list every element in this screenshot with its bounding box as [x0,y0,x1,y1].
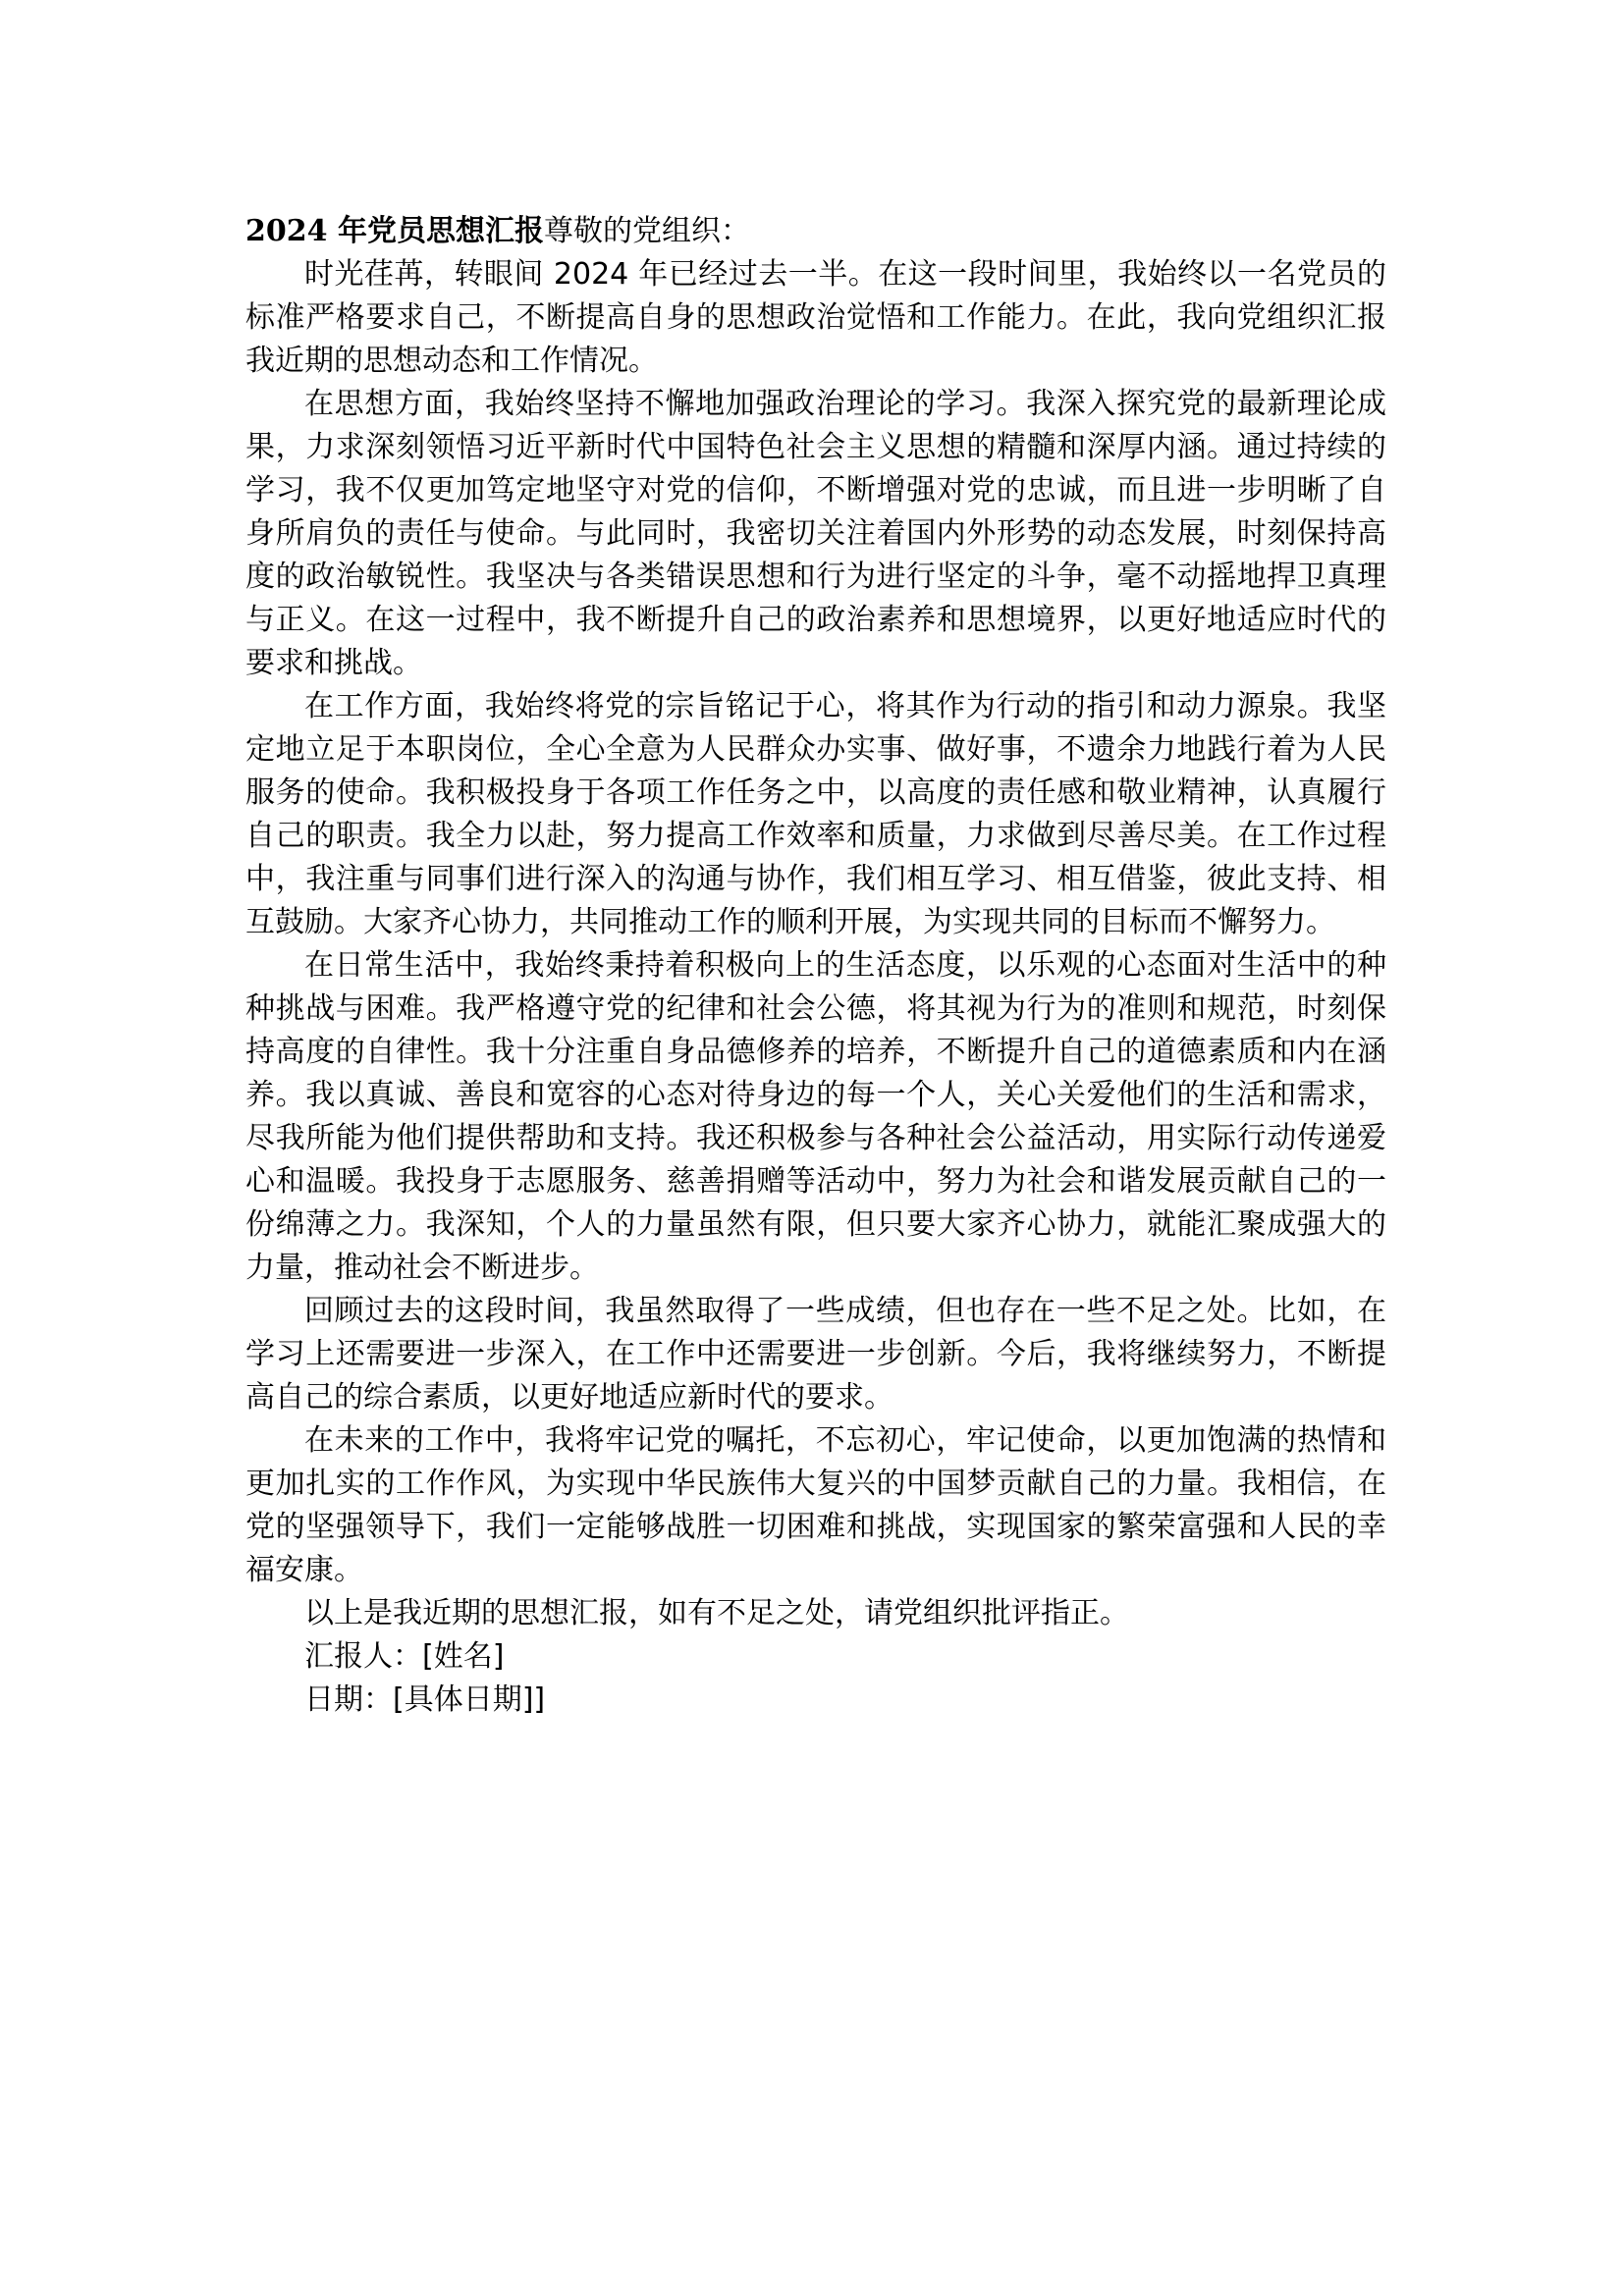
reporter-line: 汇报人：[姓名] [304,1639,505,1674]
paragraph-intro: 时光荏苒，转眼间 2024 年已经过去一半。在这一段时间里，我始终以一名党员的标准严格要求自己，不断提高自身的思想政治觉悟和工作能力。在此，我向党组织汇报我近期的思想动态和工作情况。 [245,257,1386,378]
paragraph-review: 回顾过去的这段时间，我虽然取得了一些成绩，但也存在一些不足之处。比如，在学习上还需要进一步深入，在工作中还需要进一步创新。今后，我将继续努力，不断提高自己的综合素质，以更好地适应新时代的要求。 [245,1294,1386,1415]
paragraph-thought: 在思想方面，我始终坚持不懈地加强政治理论的学习。我深入探究党的最新理论成果，力求深刻领悟习近平新时代中国特色社会主义思想的精髓和深厚内涵。通过持续的学习，我不仅更加笃定地坚守对党的信仰，不断增强对党的忠诚，而且进一步明晰了自身所肩负的责任与使命。与此同时，我密切关注着国内外形势的动态发展，时刻保持高度的政治敏锐性。我坚决与各类错误思想和行为进行坚定的斗争，毫不动摇地捍卫真理与正义。在这一过程中，我不断提升自己的政治素养和思想境界，以更好地适应时代的要求和挑战。 [245,387,1386,680]
paragraph-future: 在未来的工作中，我将牢记党的嘱托，不忘初心，牢记使命，以更加饱满的热情和更加扎实的工作作风，为实现中华民族伟大复兴的中国梦贡献自己的力量。我相信，在党的坚强领导下，我们一定能够战胜一切困难和挑战，实现国家的繁荣富强和人民的幸福安康。 [245,1423,1386,1587]
document-body [245,210,1386,1722]
document-title: 2024 年党员思想汇报 [245,214,544,248]
date-line: 日期：[具体日期]] [304,1682,546,1717]
salutation: 尊敬的党组织： [543,214,750,248]
title-line [245,210,1386,253]
paragraph-closing: 以上是我近期的思想汇报，如有不足之处，请党组织批评指正。 [304,1596,1129,1630]
paragraph-life: 在日常生活中，我始终秉持着积极向上的生活态度，以乐观的心态面对生活中的种种挑战与困难。我严格遵守党的纪律和社会公德，将其视为行为的准则和规范，时刻保持高度的自律性。我十分注重自身品德修养的培养，不断提升自己的道德素质和内在涵养。我以真诚、善良和宽容的心态对待身边的每一个人，关心关爱他们的生活和需求，尽我所能为他们提供帮助和支持。我还积极参与各种社会公益活动，用实际行动传递爱心和温暖。我投身于志愿服务、慈善捐赠等活动中，努力为社会和谐发展贡献自己的一份绵薄之力。我深知，个人的力量虽然有限，但只要大家齐心协力，就能汇聚成强大的力量，推动社会不断进步。 [245,948,1386,1285]
paragraph-work: 在工作方面，我始终将党的宗旨铭记于心，将其作为行动的指引和动力源泉。我坚定地立足于本职岗位，全心全意为人民群众办实事、做好事，不遗余力地践行着为人民服务的使命。我积极投身于各项工作任务之中，以高度的责任感和敬业精神，认真履行自己的职责。我全力以赴，努力提高工作效率和质量，力求做到尽善尽美。在工作过程中，我注重与同事们进行深入的沟通与协作，我们相互学习、相互借鉴，彼此支持、相互鼓励。大家齐心协力，共同推动工作的顺利开展，为实现共同的目标而不懈努力。 [245,689,1386,939]
